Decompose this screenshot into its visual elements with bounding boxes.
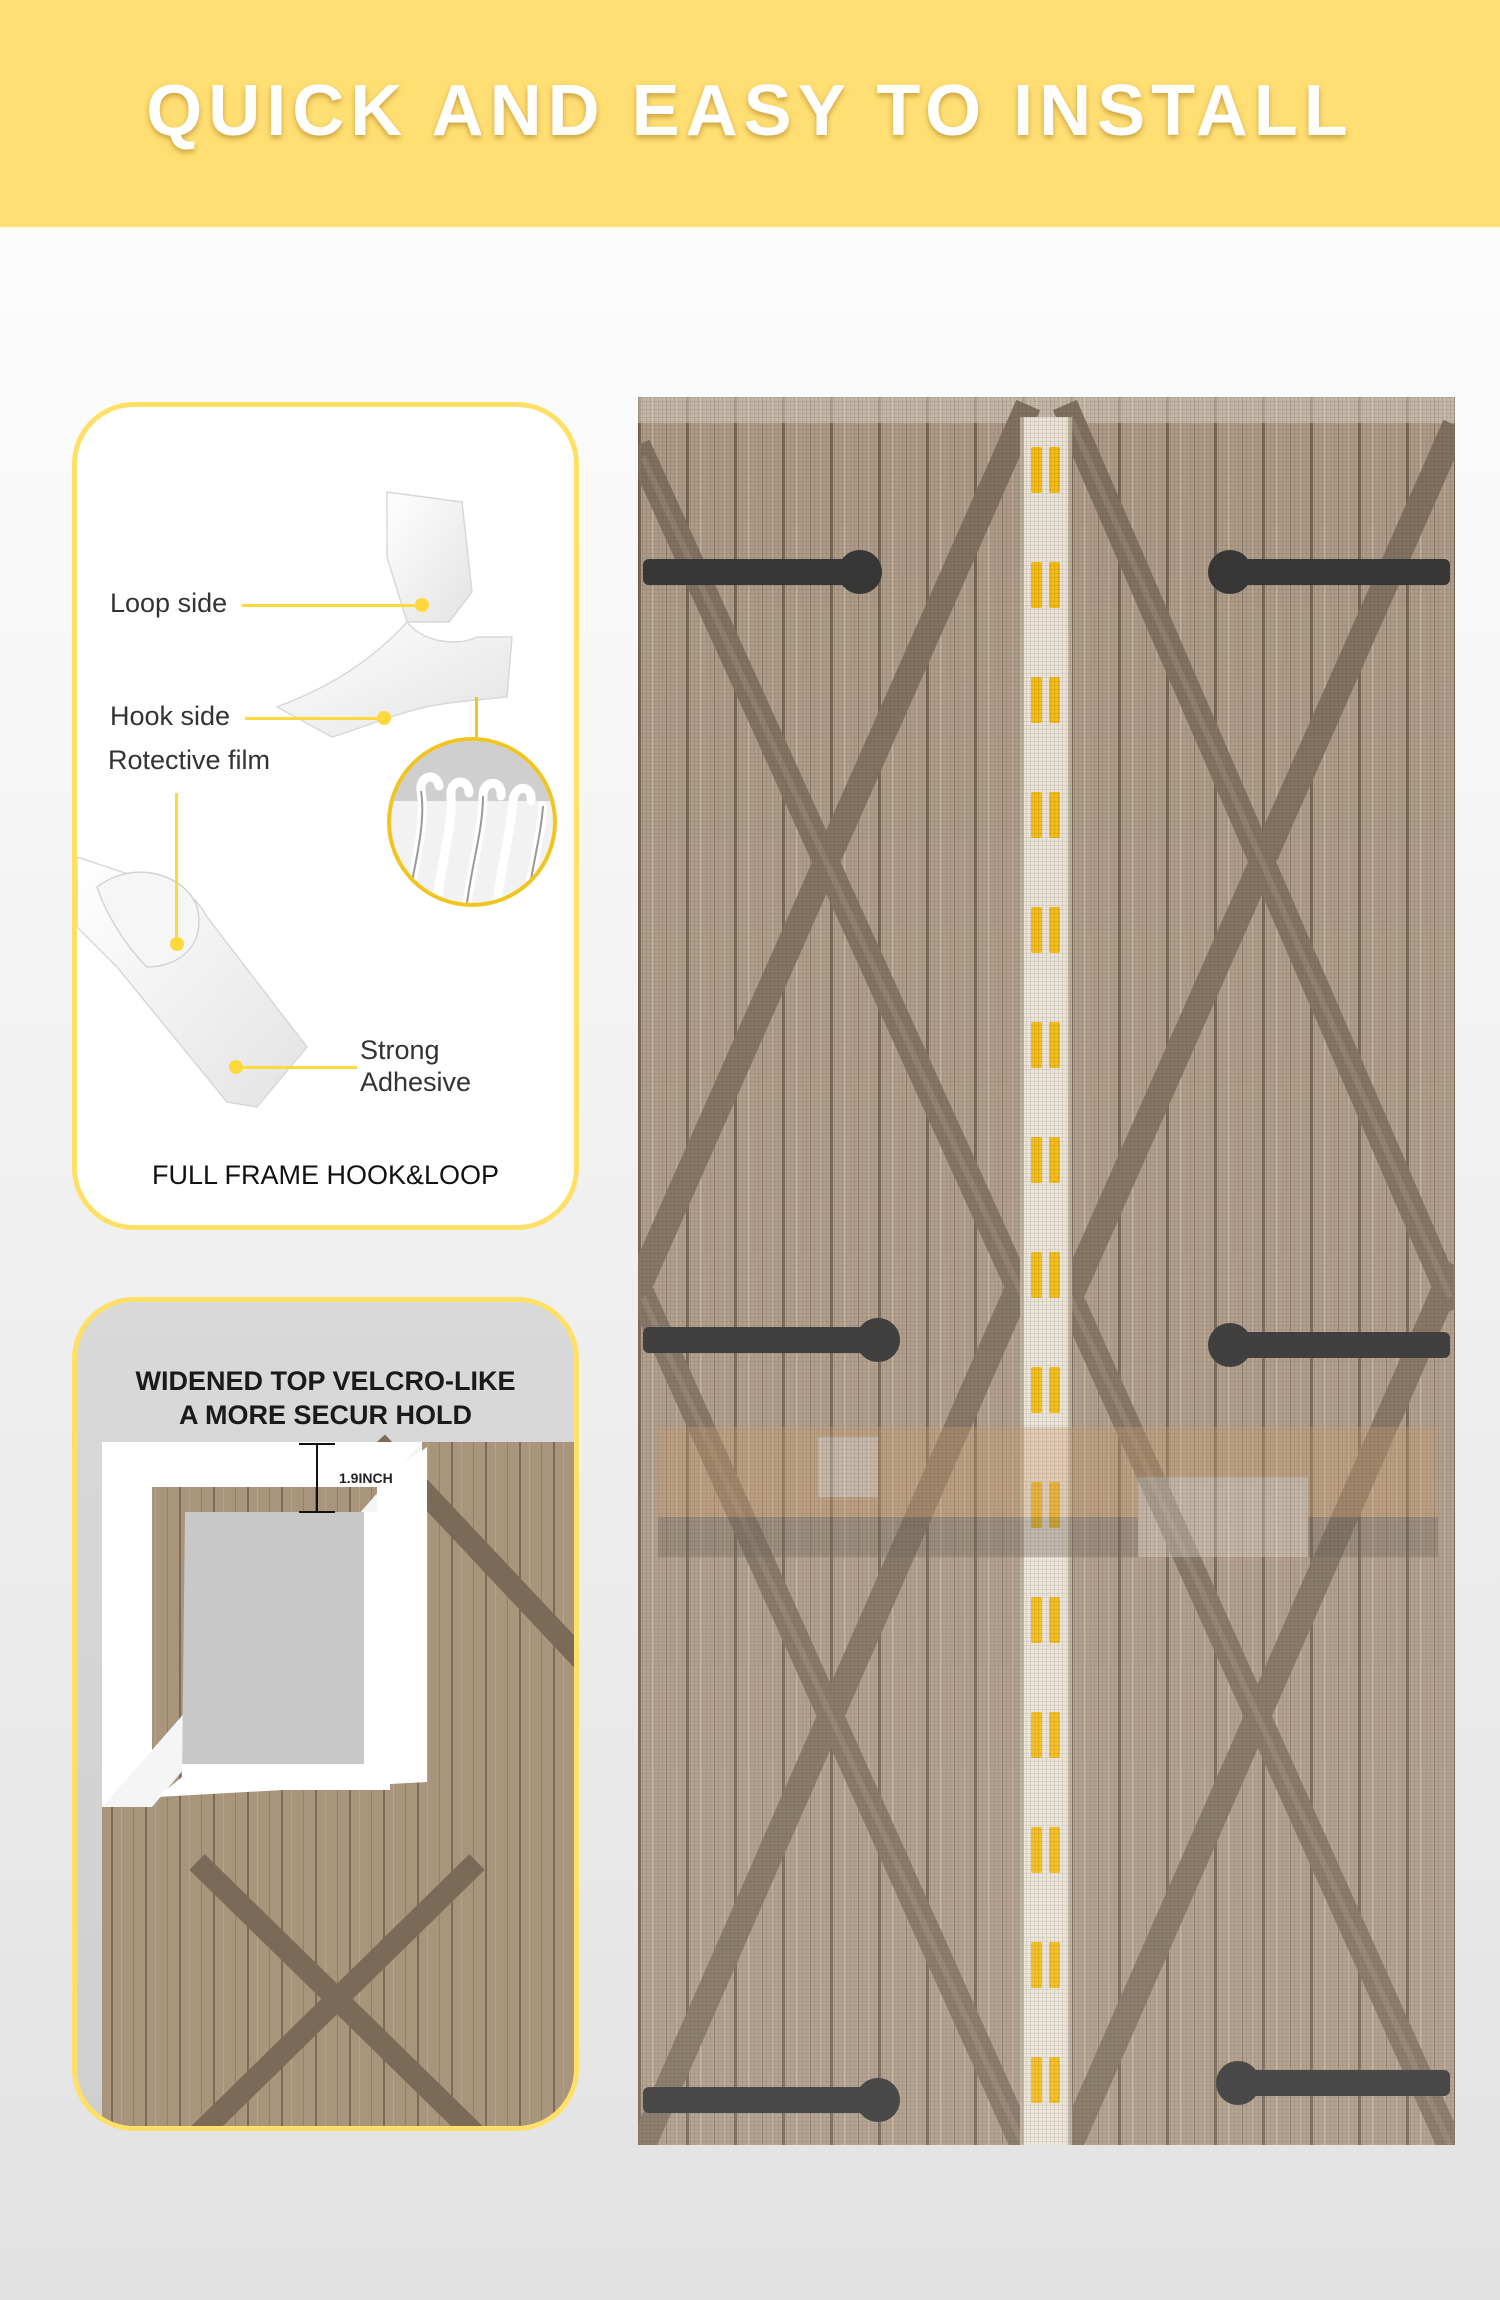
header-banner <box>0 0 1500 227</box>
strong-label: Strong <box>360 1035 440 1065</box>
barn-door-svg <box>638 397 1455 2145</box>
hook-loop-footer: FULL FRAME HOOK&LOOP <box>151 1160 500 1190</box>
protective-film-label: Rotective film <box>108 745 271 775</box>
loop-side-dot <box>415 598 429 612</box>
barn-door-screen-image <box>638 397 1455 2145</box>
velcro-title-line1: WIDENED TOP VELCRO-LIKE <box>135 1366 516 1396</box>
hook-side-line <box>245 717 385 720</box>
velcro-title <box>77 1364 574 1432</box>
banner-title: QUICK AND EASY TO INSTALL <box>146 70 1354 151</box>
hook-side-label: Hook side <box>110 701 231 731</box>
zoom-pointer-line <box>475 697 478 742</box>
protective-film-line <box>175 793 178 943</box>
loop-side-line <box>242 604 422 607</box>
hook-side-dot <box>377 711 391 725</box>
hook-loop-card <box>72 402 579 1230</box>
velcro-title-line2: A MORE SECUR HOLD <box>178 1400 472 1430</box>
zoom-hooks-icon <box>387 737 557 907</box>
adhesive-dot <box>229 1060 243 1074</box>
adhesive-line <box>237 1066 357 1069</box>
velcro-card <box>72 1297 579 2131</box>
adhesive-label: Adhesive <box>360 1067 472 1097</box>
measurement-label: 1.9INCH <box>339 1470 393 1486</box>
loop-side-label: Loop side <box>110 588 228 618</box>
protective-film-dot <box>170 937 184 951</box>
